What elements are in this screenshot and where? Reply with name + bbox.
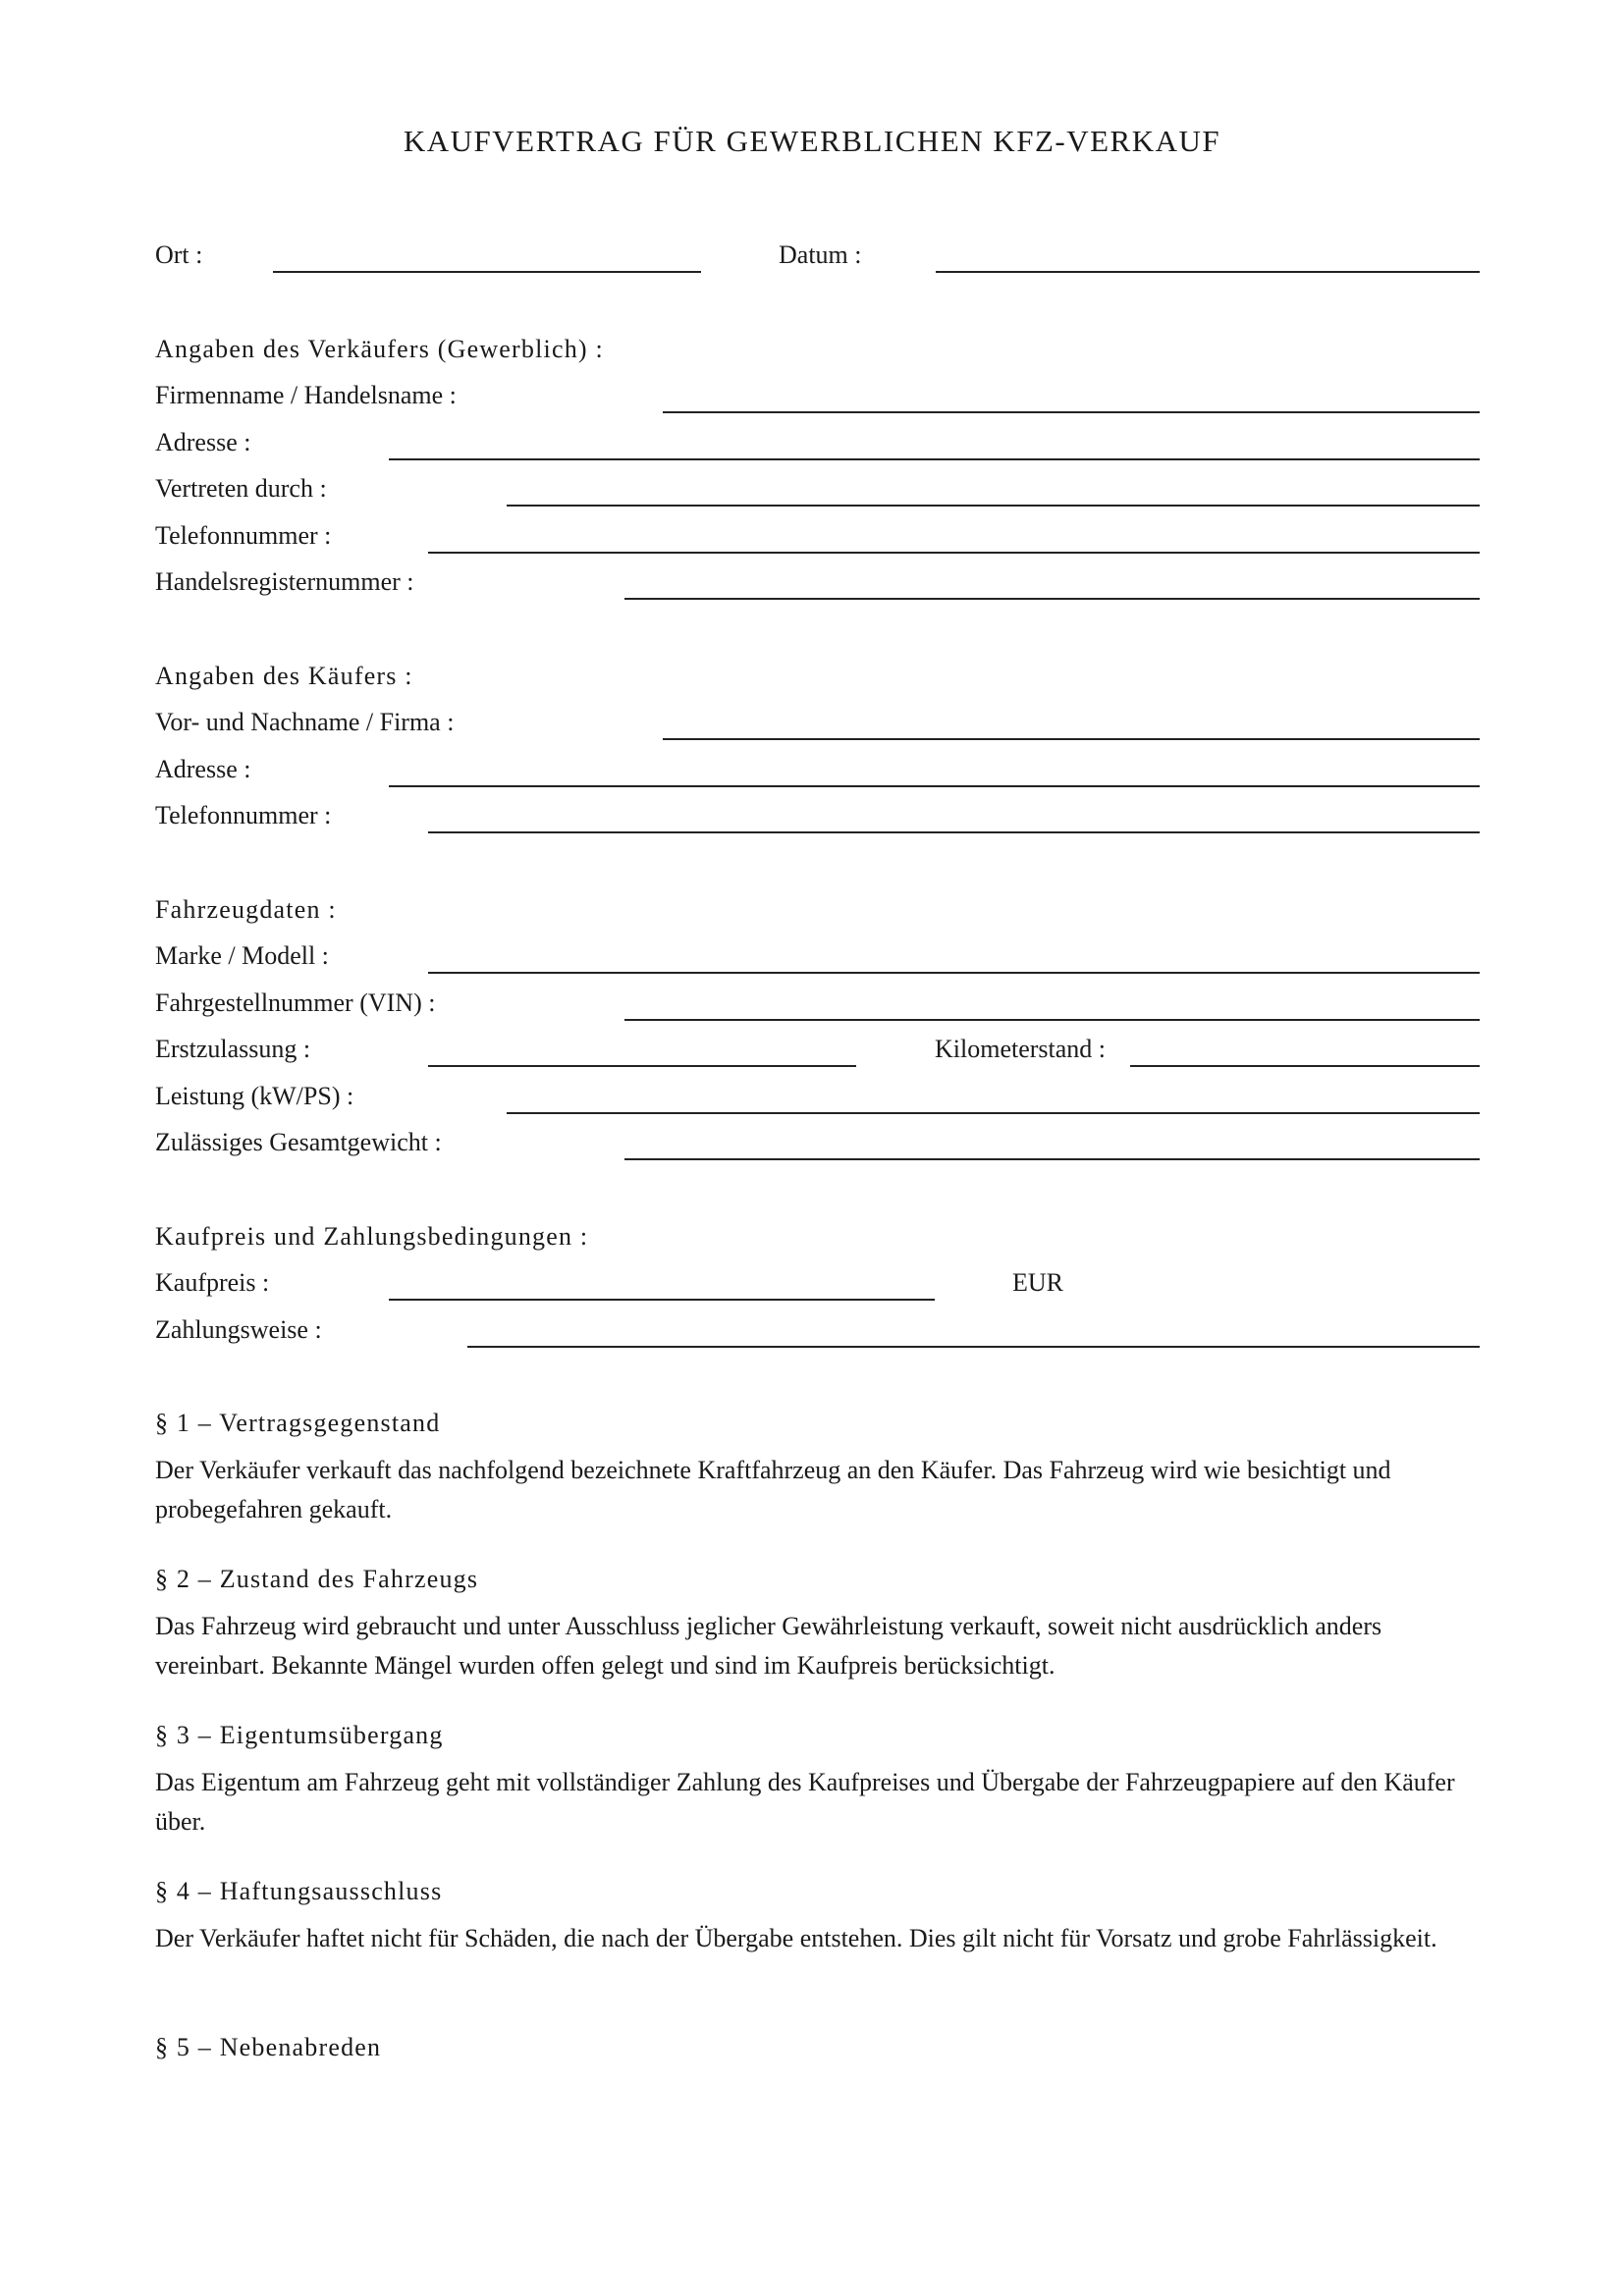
ort-field[interactable] [273,271,701,273]
kilometerstand-field[interactable] [1130,1065,1480,1067]
marke-label: Marke / Modell : [155,941,329,970]
vin-field[interactable] [624,1019,1480,1021]
section-1-text: Der Verkäufer verkauft das nachfolgend bezeichnete Kraftfahrzeug an den Käufer. Das Fahrzeug wird wie besichtigt und probegefahren gekauft. [155,1456,1391,1523]
seller-adresse-field[interactable] [389,458,1480,460]
buyer-name-field[interactable] [663,738,1480,740]
section-3-text: Das Eigentum am Fahrzeug geht mit vollständiger Zahlung des Kaufpreises und Übergabe der Fahrzeugpapiere auf den Käufer über. [155,1768,1455,1836]
document-title: KAUFVERTRAG FÜR GEWERBLICHEN KFZ-VERKAUF [403,124,1221,158]
vehicle-heading: Fahrzeugdaten : [155,895,337,924]
ort-label: Ort : [155,240,203,269]
marke-field[interactable] [428,972,1480,974]
currency-label: EUR [1012,1268,1063,1297]
section-5-heading: § 5 – Nebenabreden [155,2033,382,2061]
datum-label: Datum : [779,240,862,269]
seller-telefon-label: Telefonnummer : [155,521,332,550]
hrn-field[interactable] [624,598,1480,600]
gesamtgewicht-label: Zulässiges Gesamtgewicht : [155,1128,442,1156]
erstzulassung-field[interactable] [428,1065,856,1067]
section-4-heading: § 4 – Haftungsausschluss [155,1877,443,1905]
vertreten-label: Vertreten durch : [155,474,327,503]
buyer-adresse-label: Adresse : [155,755,251,783]
firmenname-label: Firmenname / Handelsname : [155,381,457,409]
vertreten-field[interactable] [507,505,1480,507]
buyer-name-label: Vor- und Nachname / Firma : [155,708,455,736]
buyer-telefon-field[interactable] [428,831,1480,833]
hrn-label: Handelsregisternummer : [155,567,414,596]
section-2-heading: § 2 – Zustand des Fahrzeugs [155,1565,479,1593]
kaufpreis-label: Kaufpreis : [155,1268,270,1297]
seller-telefon-field[interactable] [428,552,1480,554]
leistung-label: Leistung (kW/PS) : [155,1082,354,1110]
zahlungsweise-label: Zahlungsweise : [155,1315,322,1344]
gesamtgewicht-field[interactable] [624,1158,1480,1160]
vin-label: Fahrgestellnummer (VIN) : [155,988,436,1017]
seller-heading: Angaben des Verkäufers (Gewerblich) : [155,335,604,363]
section-4-text: Der Verkäufer haftet nicht für Schäden, die nach der Übergabe entstehen. Dies gilt nicht für Vorsatz und grobe Fahrlässigkeit. [155,1924,1437,1952]
section-3-heading: § 3 – Eigentumsübergang [155,1721,444,1749]
zahlungsweise-field[interactable] [467,1346,1480,1348]
datum-field[interactable] [936,271,1480,273]
firmenname-field[interactable] [663,411,1480,413]
kaufpreis-field[interactable] [389,1299,935,1301]
buyer-adresse-field[interactable] [389,785,1480,787]
erstzulassung-label: Erstzulassung : [155,1035,311,1063]
section-2-text: Das Fahrzeug wird gebraucht und unter Ausschluss jeglicher Gewährleistung verkauft, soweit nicht ausdrücklich anders vereinbart. Bekannte Mängel wurden offen gelegt und sind im Kaufpreis berücksichtigt. [155,1612,1382,1680]
leistung-field[interactable] [507,1112,1480,1114]
buyer-telefon-label: Telefonnummer : [155,801,332,829]
seller-adresse-label: Adresse : [155,428,251,456]
kilometerstand-label: Kilometerstand : [935,1035,1107,1063]
payment-heading: Kaufpreis und Zahlungsbedingungen : [155,1222,589,1251]
buyer-heading: Angaben des Käufers : [155,662,413,690]
section-1-heading: § 1 – Vertragsgegenstand [155,1409,441,1437]
